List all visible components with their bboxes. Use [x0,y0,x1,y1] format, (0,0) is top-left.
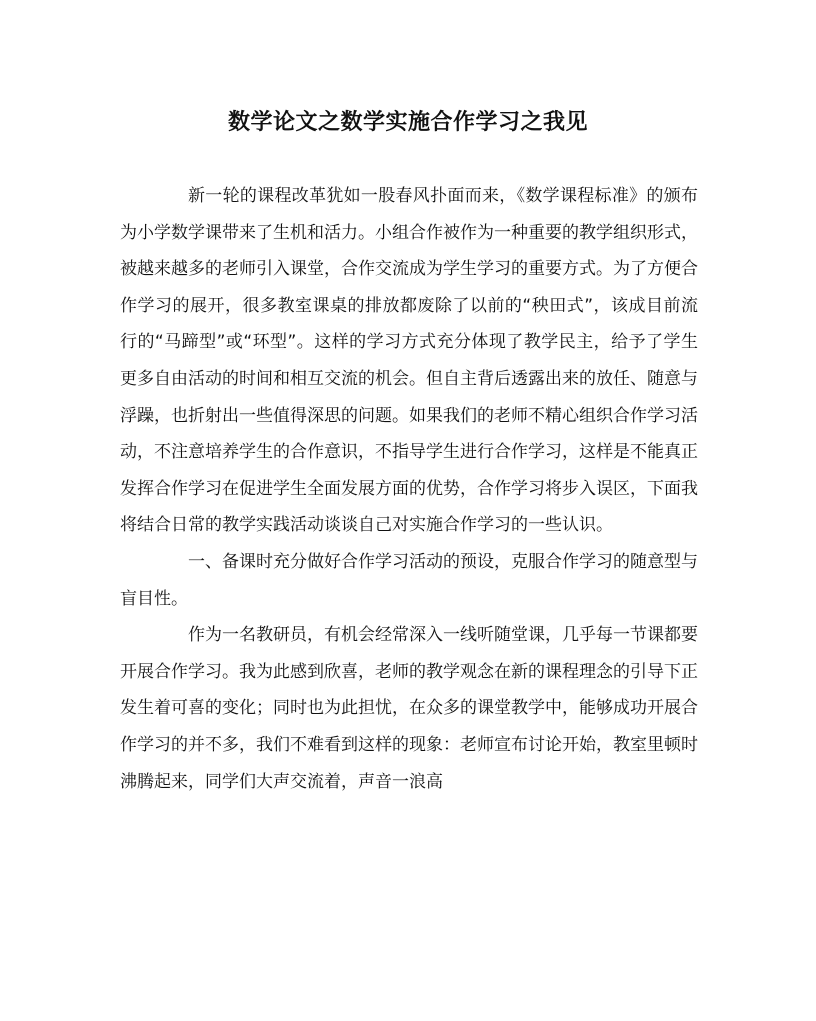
paragraph-observation: 作为一名教研员，有机会经常深入一线听随堂课，几乎每一节课都要开展合作学习。我为此感到欣喜，老师的教学观念在新的课程理念的引导下正发生着可喜的变化；同时也为此担忧，在众多的课堂教学中，能够成功开展合作学习的并不多，我们不难看到这样的现象：老师宣布讨论开始，教室里顿时沸腾起来，同学们大声交流着，声音一浪高 [120,625,698,792]
section-heading-one: 一、备课时充分做好合作学习活动的预设，克服合作学习的随意型与盲目性。 [120,551,698,609]
paragraph-intro: 新一轮的课程改革犹如一股春风扑面而来，《数学课程标准》的颁布为小学数学课带来了生机和活力。小组合作被作为一种重要的教学组织形式，被越来越多的老师引入课堂，合作交流成为学生学习的重要方式。为了方便合作学习的展开，很多教室课桌的排放都废除了以前的“秧田式”，该成目前流行的“马蹄型”或“环型”。这样的学习方式充分体现了教学民主，给予了学生更多自由活动的时间和相互交流的机会。但自主背后透露出来的放任、随意与浮躁，也折射出一些值得深思的问题。如果我们的老师不精心组织合作学习活动，不注意培养学生的合作意识，不指导学生进行合作学习，这样是不能真正发挥合作学习在促进学生全面发展方面的优势，合作学习将步入误区，下面我将结合日常的教学实践活动谈谈自己对实施合作学习的一些认识。 [120,186,698,536]
document-title: 数学论文之数学实施合作学习之我见 [227,109,588,135]
document-body [120,178,698,800]
